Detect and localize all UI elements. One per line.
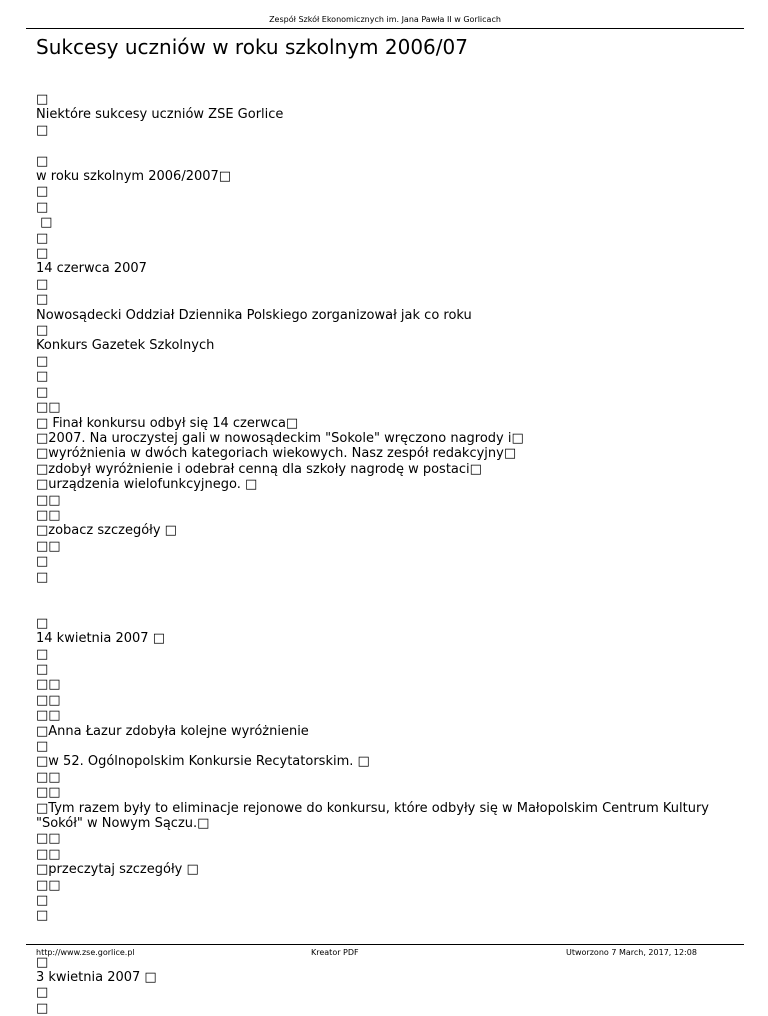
text-line: □□ [36,492,61,508]
text-line [36,138,746,153]
text-line: □Tym razem były to eliminacje rejonowe do konkursu, które odbyły się w Małopolskim Centrum Kultury "Sokół" w Nowym Sączu.□ [36,800,714,832]
text-line[interactable]: □zobacz szczegóły □ [36,523,177,539]
text-line: □□ [36,400,61,416]
text-line: □□ [36,846,61,862]
text-line: □ [36,908,49,924]
text-line: □ [36,985,49,1001]
text-line: □urządzenia wielofunkcyjnego. □ [36,477,258,493]
article-body [36,92,746,1016]
text-line: □ [36,369,49,385]
text-line: □□ [36,692,61,708]
text-line: □ [36,199,49,215]
text-line: □□ [36,507,61,523]
text-line: □□ [36,877,61,893]
footer-creator: Kreator PDF [311,948,359,957]
text-line: □2007. Na uroczystej gali w nowosądeckim "Sokole" wręczono nagrody i□ [36,430,524,446]
text-line: □Anna Łazur zdobyła kolejne wyróżnienie [36,723,309,739]
text-line: □ [36,739,49,755]
footer-divider [26,944,744,945]
page-header: Zespół Szkół Ekonomicznych im. Jana Pawła II w Gorlicach [269,15,501,24]
text-line: □ [36,615,49,631]
text-line: □ [36,353,49,369]
text-line [36,924,746,939]
text-line: □□ [36,831,61,847]
text-line: □ [36,661,49,677]
text-line: □ [36,153,49,169]
text-line: □ [36,230,49,246]
text-line: Nowosądecki Oddział Dziennika Polskiego zorganizował jak co roku [36,307,472,323]
text-line: □ [36,246,49,262]
footer-url[interactable]: http://www.zse.gorlice.pl [36,948,135,957]
text-line [36,600,746,615]
text-line: □ [36,646,49,662]
text-line: □ [36,215,53,231]
text-line: □ [36,893,49,909]
text-line: □ Finał konkursu odbył się 14 czerwca□ [36,415,299,431]
text-line: □□ [36,538,61,554]
text-line: □w 52. Ogólnopolskim Konkursie Recytatorskim. □ [36,754,370,770]
text-line: □□ [36,708,61,724]
text-line: □ [36,384,49,400]
text-line: □□ [36,785,61,801]
header-divider [26,28,744,29]
page-title: Sukcesy uczniów w roku szkolnym 2006/07 [36,35,468,59]
text-line: □ [36,1000,49,1016]
text-line: 14 kwietnia 2007 □ [36,631,165,647]
text-line: Konkurs Gazetek Szkolnych [36,338,215,354]
text-line [36,585,746,600]
text-line: □ [36,276,49,292]
text-line[interactable]: □przeczytaj szczegóły □ [36,862,199,878]
text-line: □ [36,292,49,308]
text-line: □zdobył wyróżnienie i odebrał cenną dla szkoły nagrodę w postaci□ [36,461,482,477]
text-line: □ [36,122,49,138]
text-line: □□ [36,769,61,785]
footer-date: Utworzono 7 March, 2017, 12:08 [566,948,697,957]
text-line: □ [36,323,49,339]
text-line: □wyróżnienia w dwóch kategoriach wiekowych. Nasz zespół redakcyjny□ [36,446,517,462]
text-line: 3 kwietnia 2007 □ [36,970,157,986]
text-line: □□ [36,677,61,693]
text-line: 14 czerwca 2007 [36,261,147,277]
text-line: □ [36,92,49,107]
text-line: □ [36,184,49,200]
text-line: □ [36,569,49,585]
text-line: Niektóre sukcesy uczniów ZSE Gorlice [36,107,284,123]
text-line: w roku szkolnym 2006/2007□ [36,169,232,185]
text-line: □ [36,954,49,970]
text-line: □ [36,554,49,570]
